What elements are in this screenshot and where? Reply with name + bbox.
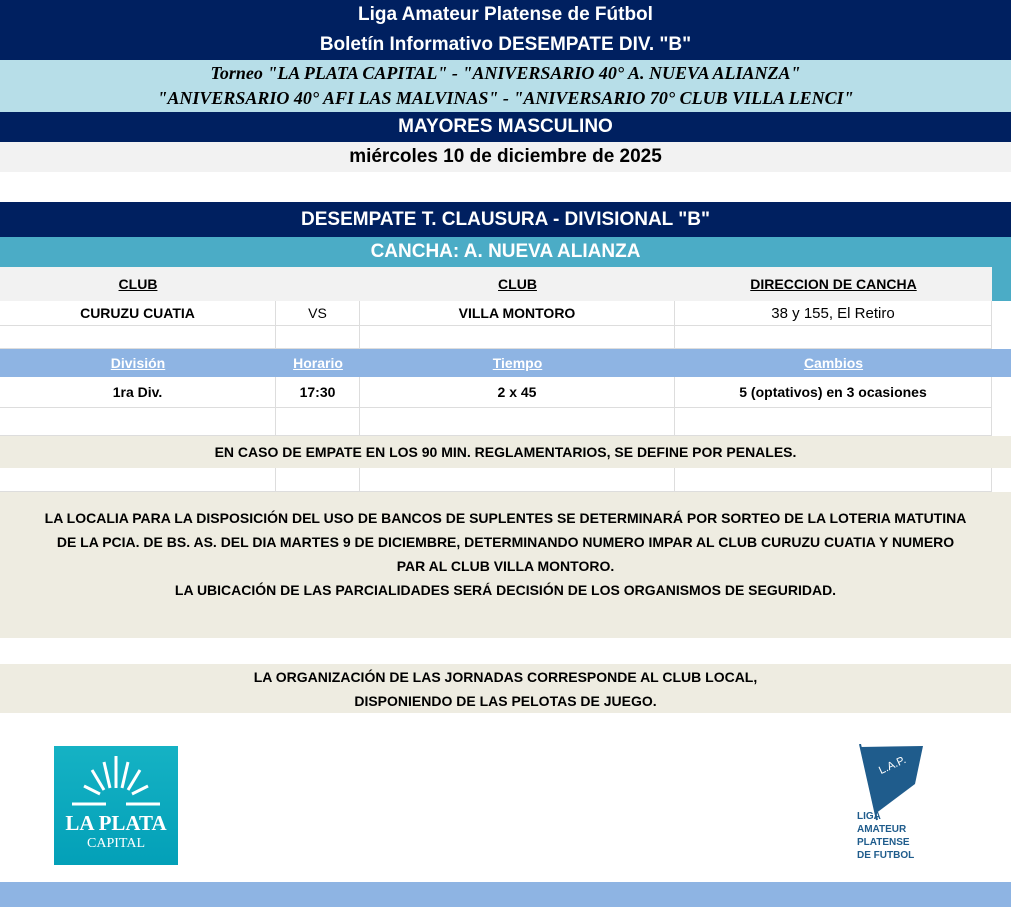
blank-cell: [360, 468, 675, 492]
teal-edge: [992, 267, 1011, 301]
blank-cell: [0, 408, 276, 436]
logo-text: CAPITAL: [87, 836, 145, 851]
blank-cell: [276, 408, 360, 436]
localia-line: LA UBICACIÓN DE LAS PARCIALIDADES SERÁ DECISIÓN DE LOS ORGANISMOS DE SEGURIDAD.: [174, 582, 837, 598]
bulletin-subtitle: Boletín Informativo DESEMPATE DIV. "B": [0, 30, 1011, 60]
cancha-title: CANCHA: A. NUEVA ALIANZA: [0, 237, 1011, 267]
blank-cell: [276, 326, 360, 349]
localia-line: PAR AL CLUB VILLA MONTORO.: [396, 558, 615, 574]
away-club: VILLA MONTORO: [360, 301, 675, 326]
blank-cell: [675, 408, 992, 436]
blank-cell: [360, 326, 675, 349]
header-address: DIRECCION DE CANCHA: [750, 276, 917, 292]
localia-line: LA LOCALIA PARA LA DISPOSICIÓN DEL USO DE BANCOS DE SUPLENTES SE DETERMINARÁ POR SORTEO DE LA LOTERIA MATUTINA: [44, 510, 967, 526]
logo-text: AMATEUR: [857, 824, 907, 835]
logo-text: DE FUTBOL: [857, 850, 915, 861]
league-title: Liga Amateur Platense de Fútbol: [0, 0, 1011, 30]
home-club: CURUZU CUATIA: [0, 301, 276, 326]
match-date: miércoles 10 de diciembre de 2025: [0, 142, 1011, 172]
torneo-band: [0, 60, 1011, 112]
lap-logo: [855, 744, 945, 869]
organizacion-line: DISPONIENDO DE LAS PELOTAS DE JUEGO.: [354, 692, 657, 709]
organizacion-note: [0, 664, 1011, 713]
header-cambios: Cambios: [803, 355, 864, 371]
torneo-line-2: "ANIVERSARIO 40° AFI LAS MALVINAS" - "ANIVERSARIO 70° CLUB VILLA LENCI": [157, 88, 854, 108]
header-club-home: CLUB: [118, 276, 158, 292]
header-horario: Horario: [293, 355, 343, 371]
vs-label: VS: [276, 301, 360, 326]
horario-value: 17:30: [276, 377, 360, 408]
la-plata-capital-logo: [54, 746, 178, 865]
address: 38 y 155, El Retiro: [675, 301, 992, 326]
lap-text: [857, 810, 914, 862]
blank-cell: [675, 326, 992, 349]
blank-cell: [360, 408, 675, 436]
header-division: División: [110, 355, 166, 371]
localia-line: DE LA PCIA. DE BS. AS. DEL DIA MARTES 9 DE DICIEMBRE, DETERMINANDO NUMERO IMPAR AL CLUB CURUZU CUATIA Y NUMERO: [56, 534, 955, 550]
logo-text: PLATENSE: [857, 837, 910, 848]
header-tiempo: Tiempo: [492, 355, 543, 371]
blank-cell: [675, 468, 992, 492]
penales-note: EN CASO DE EMPATE EN LOS 90 MIN. REGLAMENTARIOS, SE DEFINE POR PENALES.: [0, 436, 1011, 468]
torneo-line-1: Torneo "LA PLATA CAPITAL" - "ANIVERSARIO 40° A. NUEVA ALIANZA": [210, 63, 801, 83]
svg-text:L.A.P.: L.A.P.: [877, 754, 908, 777]
section-title: DESEMPATE T. CLAUSURA - DIVISIONAL "B": [0, 202, 1011, 237]
localia-note: [0, 492, 1011, 638]
header-club-away: CLUB: [498, 276, 537, 292]
sun-rays-icon: [54, 746, 178, 806]
logo-text: LIGA: [857, 811, 881, 822]
division-value: 1ra Div.: [0, 377, 276, 408]
footer-band: [0, 882, 1011, 907]
cambios-value: 5 (optativos) en 3 ocasiones: [675, 377, 992, 408]
category: MAYORES MASCULINO: [0, 112, 1011, 142]
organizacion-line: LA ORGANIZACIÓN DE LAS JORNADAS CORRESPONDE AL CLUB LOCAL,: [253, 668, 758, 685]
blank-cell: [276, 468, 360, 492]
tiempo-value: 2 x 45: [360, 377, 675, 408]
logo-text: LA PLATA: [65, 811, 167, 835]
blank-cell: [0, 326, 276, 349]
blank-cell: [0, 468, 276, 492]
